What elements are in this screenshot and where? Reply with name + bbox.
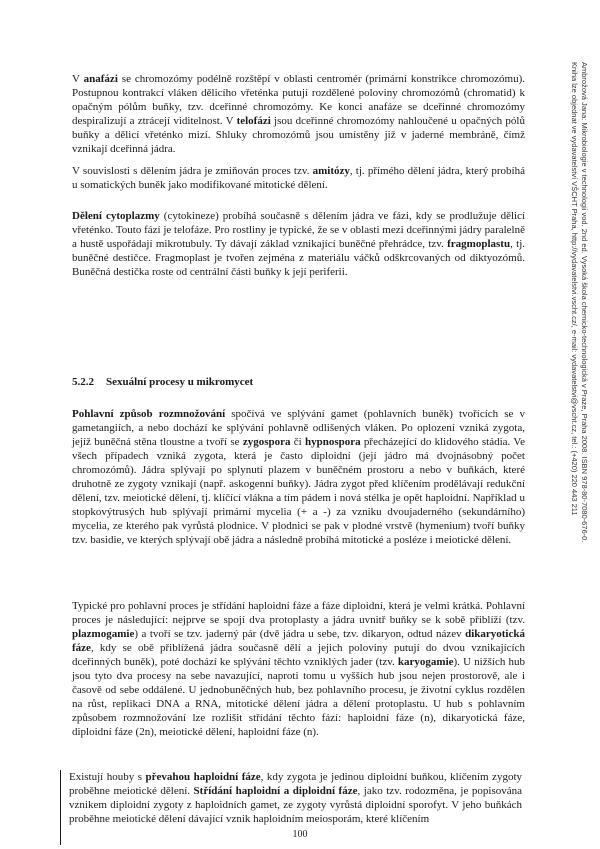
section-heading <box>72 375 253 389</box>
text-run: Existují houby s <box>69 771 146 783</box>
side-citation-line-1: Ambrožová Jana: Mikrobiologie v technologii vod. 2nd ed. Vysoká škola chemicko-technologická v Praze, Praha 2008. ISBN 978-80-7080-676-0. <box>580 62 589 543</box>
bold-term: fragmoplastu <box>447 238 511 250</box>
paragraph-cytoplazma <box>72 209 525 279</box>
side-citation <box>569 62 589 572</box>
text-run: jsou dceřinné chromozómy nahloučené u opačných pólů buňky a dělicí vřeténko mizí. Shluky chromozómů jsou umístěny již v jaderné membráně, čímž vznikají dceřinná jádra. <box>72 115 525 155</box>
paragraph-boxed <box>69 770 522 826</box>
text-run: se chromozómy podélně rozštěpí v oblasti centromér (primární konstrikce chromozómu). Postupnou kontrakcí vláken dělicího vřeténka putují rozdělené poloviny chromozómů (chromatid) k opačným pólům buňky, tzv. dceřinné chromozómy. Ke konci anafáze se dceřinné chromozómy despiralizují a ztrácejí viditelnost. V <box>72 73 526 127</box>
bold-term: anafázi <box>83 73 118 85</box>
text-run: , kdy zygota je jedinou diploidní buňkou, klíčením zygoty proběhne meiotické dělení. <box>69 771 522 797</box>
side-citation-line-2: Kniha lze objednat ve vydavatelství VŠCHT Praha, http://vydavatelstvi.vscht.cz/, e-mail: vydavatelstvi@vscht.cz, tel.: (+420) 220 443 211 <box>570 62 579 516</box>
bold-term: amitózy <box>312 165 350 177</box>
text-run: přecházející do klidového stádia. Ve všech případech vzniká zygota, která je často diploidní (její jádro má dvojnásobný počet chromozómů). Jádra splývají po splynutí plazem v buněčném prostoru a nebo v buňkách, které druhotně ze zygoty vznikají (např. askogenní buňky). Jádra zygot před klíčením prodělávají redukční dělení, tzv. meiotické dělení, tj. klíčící vlákna a tím pádem i nová stélka je opět haploidní. Například u stopkovýtrusých hub splývají primární mycelia (+ a -) za vzniku dvoujaderného (sekundárního) mycelia, ze kterého pak vyrůstá plodnice. V plodnici se pak v plodné vrstvě (hymenium) tvoří buňky tzv. basidie, ve kterých splývají obě jádra a následně probíhá mitotické a posléze i meiotické dělení. <box>72 436 525 546</box>
bold-term: zygospora <box>242 436 291 448</box>
text-run: V <box>72 73 84 85</box>
paragraph-anafaze <box>72 72 525 156</box>
text-run: spočívá ve splývání gamet (pohlavních buněk) tvořících se v gametangiích, a nebo dochází ke splývání pohlavně odlišených vláken. Po oplození vzniká zygota, jejíž buněčná stěna tloustne a tvoří se <box>72 408 525 448</box>
text-run: ) a tvoří se tzv. jaderný pár (dvě jádra u sebe, tzv. dikaryon, odtud název <box>134 628 466 640</box>
text-run: , tj. přímého dělení jádra, který probíhá u somatických buněk jako modifikované mitotické dělení. <box>72 165 525 191</box>
section-title: Sexuální procesy u mikromycet <box>106 376 254 388</box>
bold-term: karyogamie <box>397 656 454 668</box>
bold-term: Střídání haploidní a diploidní fáze <box>193 785 358 797</box>
bold-term: telofázi <box>236 115 271 127</box>
text-run: , tj. buněčné destičce. Fragmoplast je tvořen zejména z materiálu váčků odškrcovaných od diktyozómů. Buněčná destička roste od centrální části buňky k její periferii. <box>72 238 525 278</box>
text-run: , kdy se obě přiblížená jádra současně dělí a jejich poloviny putují do dvou vznikajících dceřinných buněk), poté dochází ke splývání těchto vzniklých jader (tzv. <box>72 642 525 668</box>
paragraph-pohlavni <box>72 407 525 547</box>
bold-term: plazmogamie <box>72 628 135 640</box>
text-run: Typické pro pohlavní proces je střídání haploidní fáze a fáze diploidní, která je velmi krátká. Pohlavní proces je následující: nejprve se spojí dva protoplasty a jádra uvnitř buňky se k sobě přiblíží (tzv. <box>72 600 525 626</box>
text-run: V souvislosti s dělením jádra je zmiňován proces tzv. <box>72 165 313 177</box>
text-run: či <box>290 436 305 448</box>
section-number: 5.2.2 <box>72 376 94 388</box>
bold-term: Pohlavní způsob rozmnožování <box>72 408 226 420</box>
bold-term: dikaryotická fáze <box>72 628 525 654</box>
text-run: ). U nižších hub jsou tyto dva procesy na sebe navazující, naproti tomu u vyšších hub jsou nejen prostorově, ale i časově od sebe oddálené. U jednobuněčných hub, bez pohlavního procesu, je životní cyklus rozdělen na růst, replikaci DNA a RNA, mitotické dělení jádra a dělení protoplastu. U hub s pohlavním způsobem rozmnožování lze rozlišit střídání těchto fází: haploidní fáze (n), dikaryotická fáze, diploidní fáze (2n), meiotické dělení, haploidní fáze (n). <box>72 656 525 738</box>
text-run: (cytokineze) probíhá současně s dělením jádra ve fázi, kdy se prodlužuje dělicí vřeténko. Touto fází je telofáze. Pro rostliny je typické, že se v oblasti mezi dceřinnými jádry paralelně a hustě uspořádají mikrotubuly. Ty dávají základ vznikající buněčné přehrádce, tzv. <box>72 210 525 250</box>
bold-term: Dělení cytoplazmy <box>72 210 160 222</box>
page-number: 100 <box>292 829 308 840</box>
text-run: , jako tzv. rodozměna, je popisována vznikem diploidní zygoty z haploidních gamet, ze zygoty vyrůstá diploidní sporofyt. V jeho buňkách proběhne meiotické dělení dávající vznik haploidním meiosporám, které klíčením <box>69 785 522 825</box>
paragraph-typicke <box>72 599 525 739</box>
bold-term: převahou haploidní fáze <box>145 771 261 783</box>
bold-term: hypnospora <box>305 436 361 448</box>
paragraph-amitozy <box>72 164 525 192</box>
